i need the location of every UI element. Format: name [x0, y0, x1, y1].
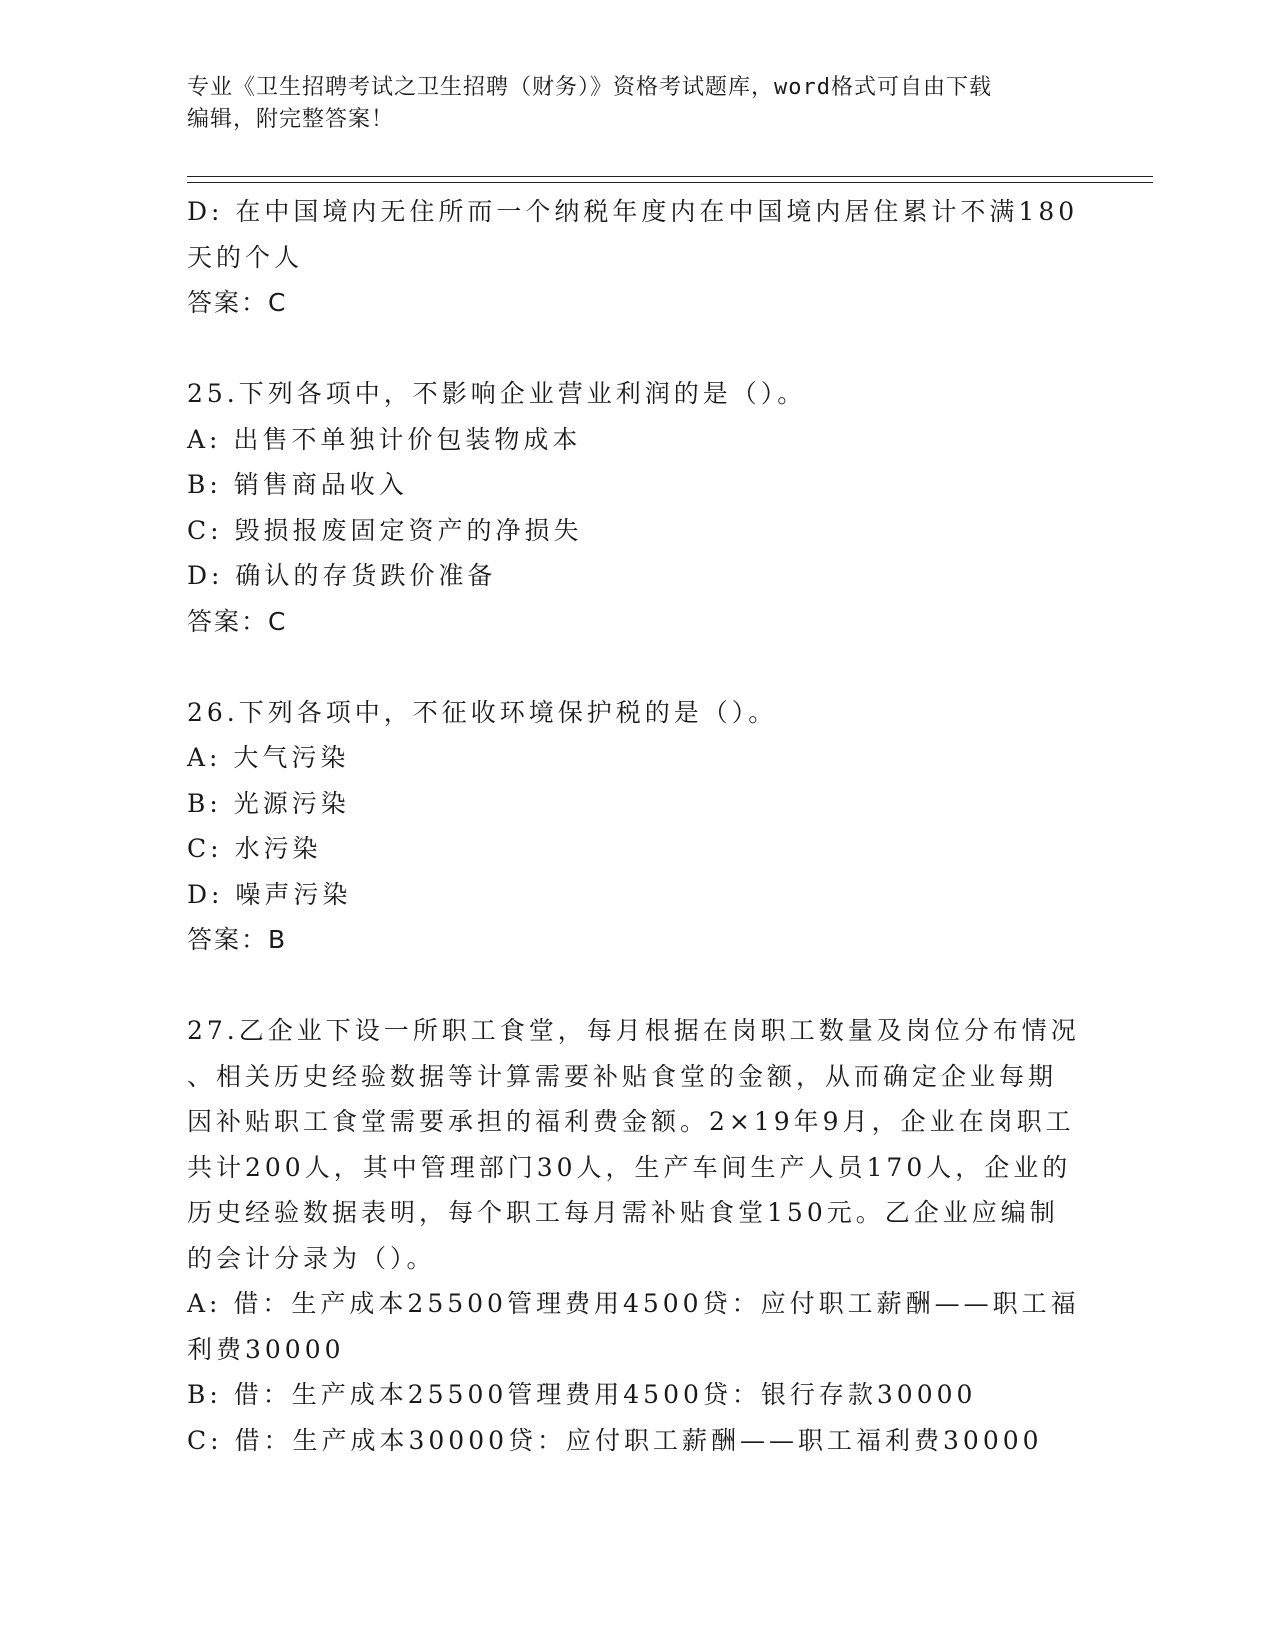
question-stem-line-5: 历史经验数据表明，每个职工每月需补贴食堂150元。乙企业应编制	[187, 1198, 1059, 1227]
answer-label: 答案：B	[187, 925, 288, 954]
option-d-line-1: D: 在中国境内无住所而一个纳税年度内在中国境内居住累计不满180	[187, 197, 1079, 226]
question-24-continued	[187, 189, 1087, 326]
question-stem-line-3: 因补贴职工食堂需要承担的福利费金额。2×19年9月，企业在岗职工	[187, 1107, 1075, 1136]
option-d-line-2: 天的个人	[187, 242, 304, 272]
option-b: B: 销售商品收入	[187, 470, 408, 499]
question-stem-line-4: 共计200人，其中管理部门30人，生产车间生产人员170人，企业的	[187, 1152, 1072, 1182]
spacer	[187, 644, 1087, 690]
header-line-2: 编辑，附完整答案！	[187, 107, 395, 132]
header-divider-top	[187, 176, 1153, 177]
option-d: D: 噪声污染	[187, 879, 352, 909]
answer-label: 答案：C	[187, 606, 288, 636]
option-c: C: 毁损报废固定资产的净损失	[187, 515, 583, 545]
question-27	[187, 1008, 1087, 1463]
spacer	[187, 963, 1087, 1009]
option-b: B: 借：生产成本25500管理费用4500贷：银行存款30000	[187, 1380, 977, 1409]
answer-label: 答案：C	[187, 288, 288, 317]
option-c: C: 借：生产成本30000贷：应付职工薪酬——职工福利费30000	[187, 1425, 1043, 1455]
question-stem: 25.下列各项中，不影响企业营业利润的是（）。	[187, 379, 807, 408]
document-body	[187, 189, 1087, 1463]
header-line-1: 专业《卫生招聘考试之卫生招聘（财务）》资格考试题库，word格式可自由下载	[187, 75, 992, 100]
question-stem-line-1: 27.乙企业下设一所职工食堂，每月根据在岗职工数量及岗位分布情况	[187, 1016, 1080, 1045]
option-a-line-1: A: 借：生产成本25500管理费用4500贷：应付职工薪酬——职工福	[187, 1289, 1080, 1318]
option-a: A: 大气污染	[187, 743, 350, 772]
document-header	[187, 72, 1087, 136]
question-25	[187, 371, 1087, 644]
question-stem: 26.下列各项中，不征收环境保护税的是（）。	[187, 697, 778, 727]
option-c: C: 水污染	[187, 834, 322, 863]
option-b: B: 光源污染	[187, 788, 350, 818]
spacer	[187, 326, 1087, 372]
question-stem-line-2: 、相关历史经验数据等计算需要补贴食堂的金额，从而确定企业每期	[187, 1061, 1058, 1091]
question-26	[187, 690, 1087, 963]
option-a-line-2: 利费30000	[187, 1334, 345, 1364]
header-divider-bottom	[187, 182, 1153, 183]
option-d: D: 确认的存货跌价准备	[187, 561, 497, 590]
option-a: A: 出售不单独计价包装物成本	[187, 424, 582, 454]
question-stem-line-6: 的会计分录为（）。	[187, 1243, 436, 1273]
